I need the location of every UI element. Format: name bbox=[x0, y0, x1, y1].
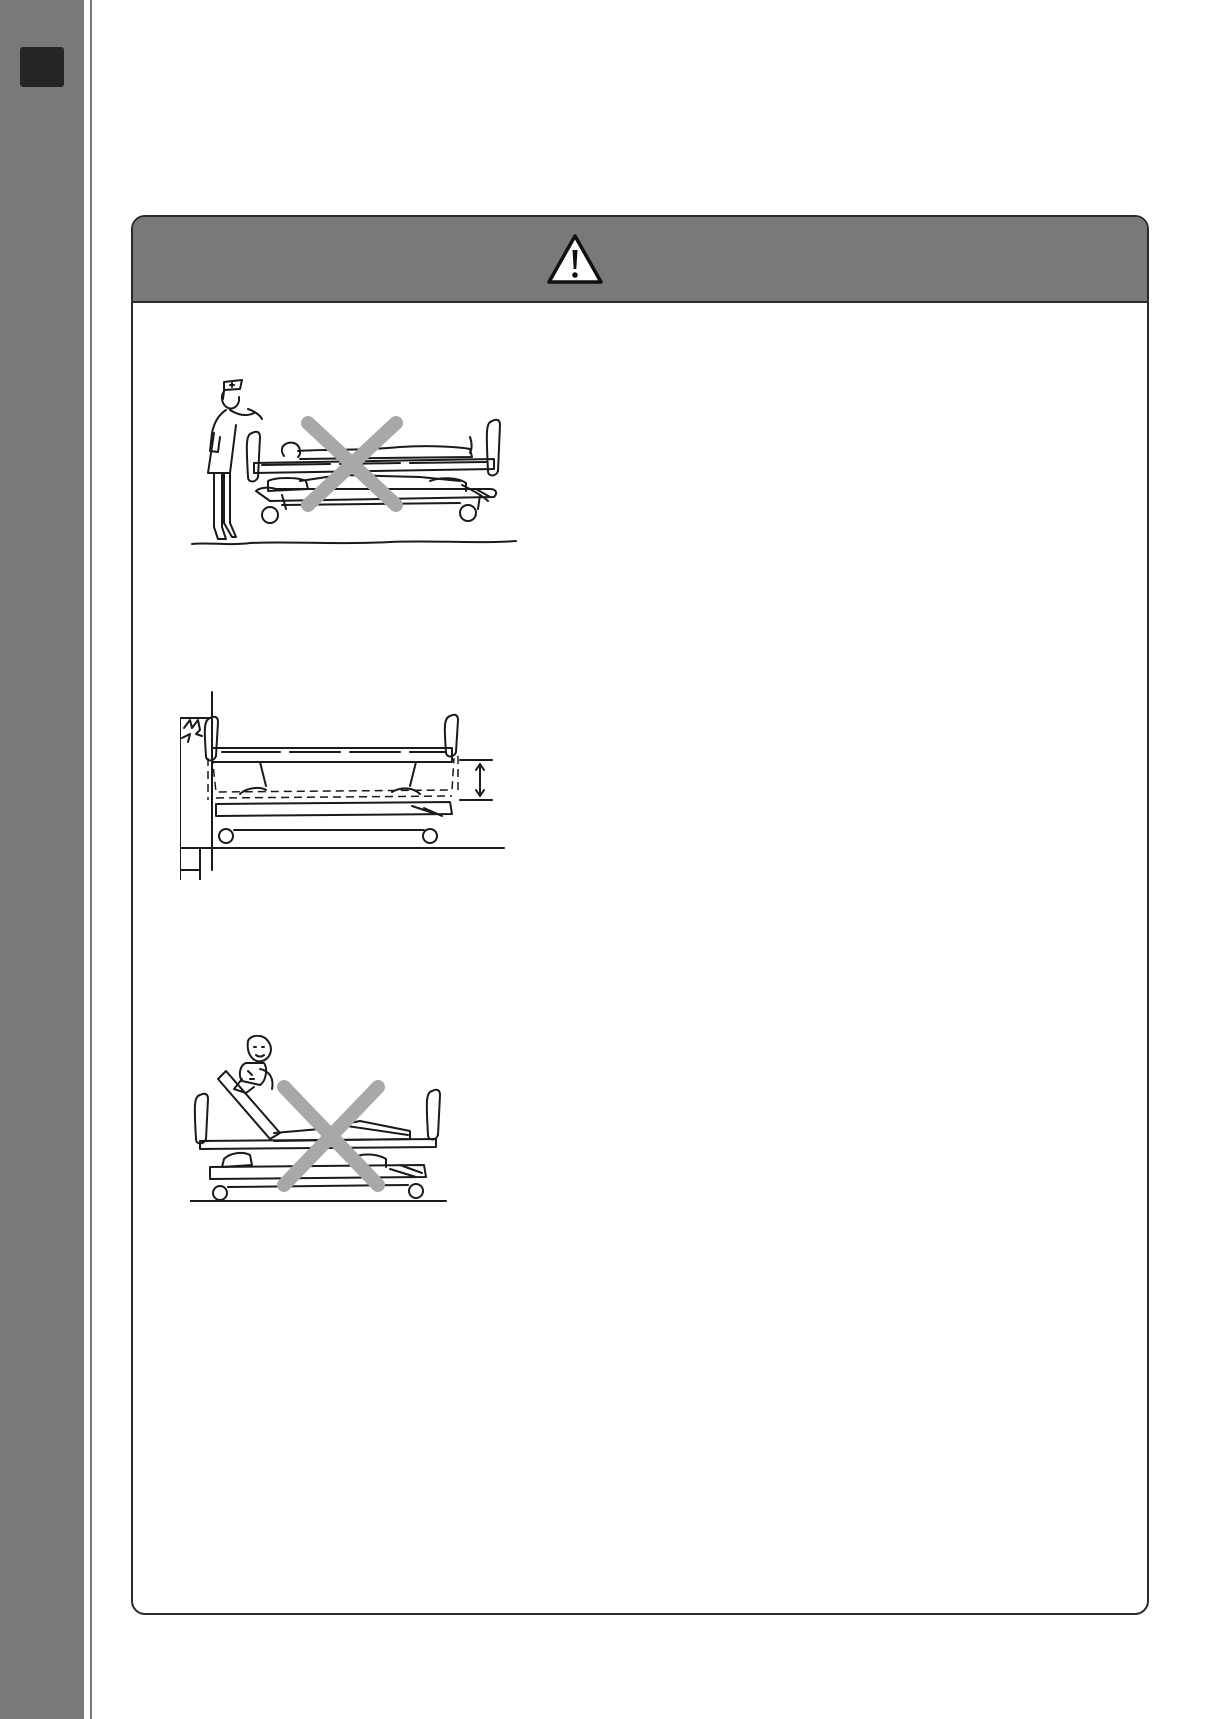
warning-header bbox=[133, 217, 1147, 303]
side-strip-edge bbox=[90, 0, 92, 1719]
warning-triangle-icon bbox=[546, 233, 604, 285]
figure-wall-clearance bbox=[180, 690, 508, 880]
figure-push-bed bbox=[190, 377, 518, 549]
figure-child-on-bed bbox=[190, 1035, 450, 1207]
side-strip bbox=[0, 0, 84, 1719]
chapter-tab bbox=[20, 47, 64, 87]
